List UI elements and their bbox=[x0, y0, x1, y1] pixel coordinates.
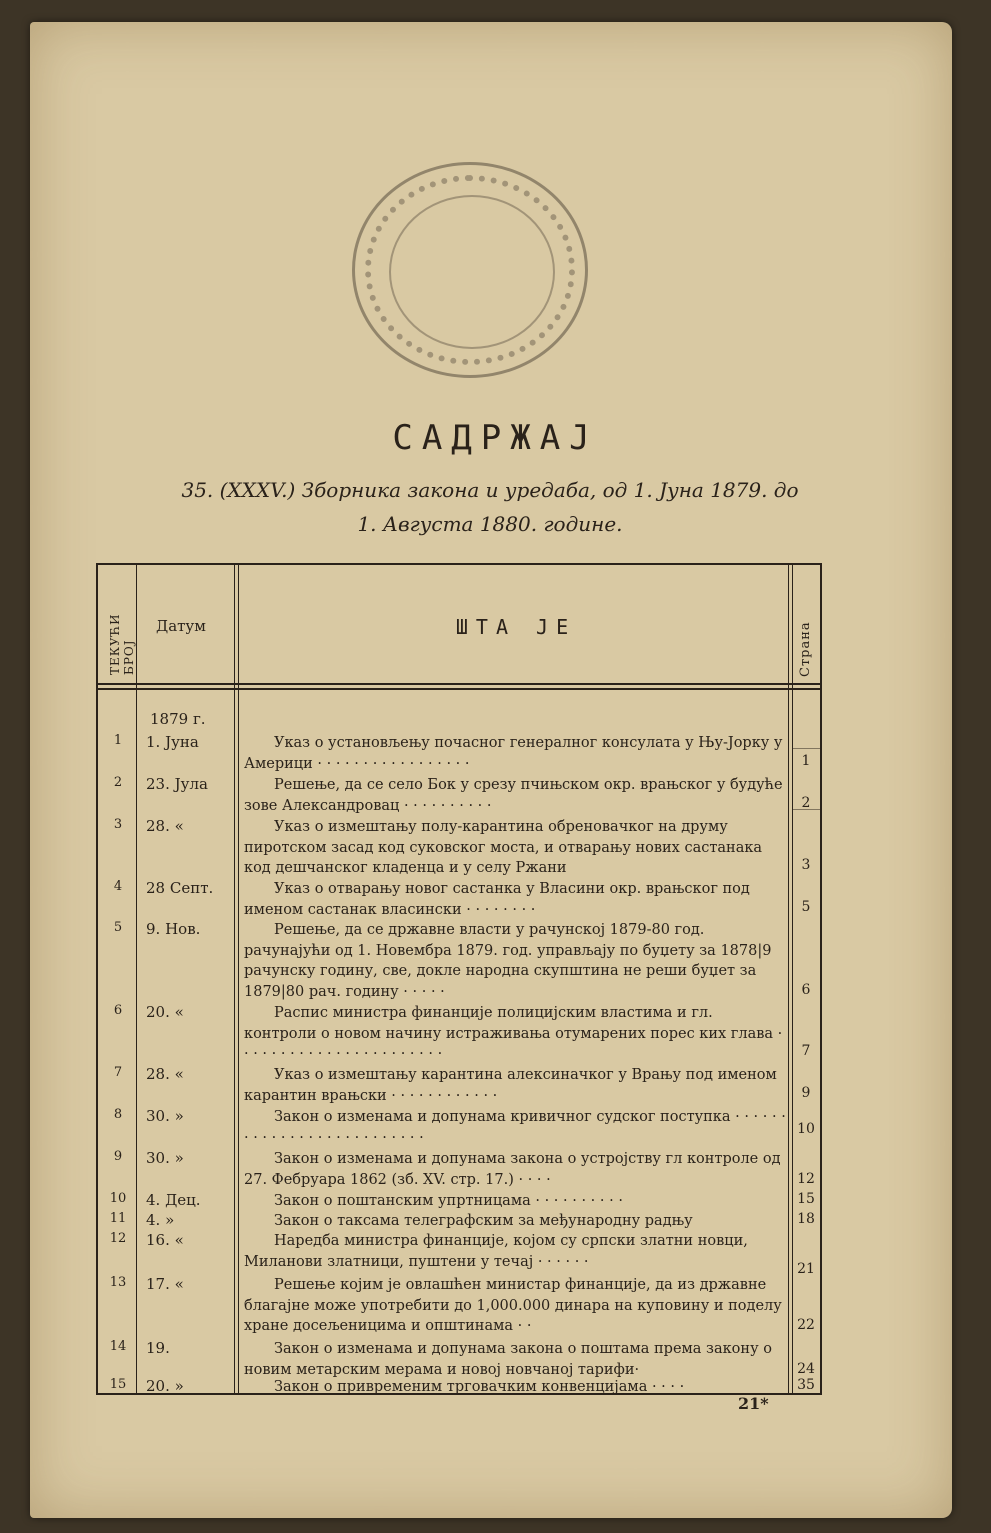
row-description: Закон о поштанским упртницама · · · · · · · · · · bbox=[274, 1193, 623, 1209]
row-page: 12 bbox=[797, 1171, 815, 1187]
row-date: 30. » bbox=[146, 1107, 184, 1125]
row-number: 14 bbox=[109, 1339, 127, 1354]
row-number: 12 bbox=[109, 1231, 127, 1246]
contents-table bbox=[96, 563, 822, 1395]
row-page: 9 bbox=[801, 1085, 811, 1101]
row-date: 20. » bbox=[146, 1377, 184, 1395]
row-date: 23. Јула bbox=[146, 775, 208, 793]
row-date: 19. bbox=[146, 1339, 170, 1357]
row-date: 1. Јуна bbox=[146, 733, 199, 751]
row-number: 11 bbox=[109, 1211, 127, 1226]
library-seal-stamp bbox=[352, 162, 588, 378]
row-description: Закон о таксама телеграфским за међународну радњу bbox=[274, 1213, 693, 1229]
row-description: Указ о измештању полу-карантина обреновачког на друму пиротском засад код суковског моста, и отварању нових састанака код дешчанског кладенца и у селу Ржани bbox=[244, 819, 763, 876]
row-page: 24 bbox=[797, 1361, 815, 1377]
row-page: 5 bbox=[801, 899, 811, 915]
row-date: 17. « bbox=[146, 1275, 184, 1293]
row-number: 4 bbox=[113, 879, 123, 894]
row-number: 5 bbox=[113, 920, 123, 935]
header-page: Страна bbox=[798, 621, 813, 677]
row-date: 4. » bbox=[146, 1211, 175, 1229]
row-date: 20. « bbox=[146, 1003, 184, 1021]
row-description: Распис министра финанције полицијским властима и гл. контроли о новом начину истраживања отумарених порес ких глава · · · · · · · · · · · · · · · · · · · · · · · bbox=[244, 1005, 783, 1062]
row-description: Закон о изменама и допунама закона о устројству гл контроле од 27. Фебруара 1862 (зб. XV. стр. 17.) · · · · bbox=[244, 1151, 781, 1188]
row-date: 4. Дец. bbox=[146, 1191, 201, 1209]
header-divider bbox=[98, 683, 820, 685]
row-number: 10 bbox=[109, 1191, 127, 1206]
header-divider bbox=[98, 688, 820, 690]
row-date: 28 Септ. bbox=[146, 879, 214, 897]
subtitle-line-2: 1. Августа 1880. године. bbox=[357, 512, 623, 536]
row-date: 28. « bbox=[146, 1065, 184, 1083]
row-date: 9. Нов. bbox=[146, 920, 201, 938]
header-content: ШТА ЈЕ bbox=[455, 615, 577, 639]
row-page: 7 bbox=[801, 1043, 811, 1059]
row-page: 6 bbox=[801, 982, 811, 998]
row-description: Закон о изменама и допунама закона о поштама према закону о новим метарским мерама и новој новчаној тарифи· bbox=[244, 1341, 772, 1378]
seal-inner-ring bbox=[389, 195, 555, 349]
row-description: Указ о отварању новог састанка у Власини окр. врањског под именом састанак власински · · · · · · · · bbox=[244, 881, 750, 918]
row-page: 21 bbox=[797, 1261, 815, 1277]
row-page: 1 bbox=[801, 753, 811, 769]
page-title: САДРЖАЈ bbox=[392, 418, 599, 458]
row-description: Наредба министра финанције, којом су српски златни новци, Миланови златници, пуштени у течај · · · · · · bbox=[244, 1233, 748, 1270]
row-number: 13 bbox=[109, 1275, 127, 1290]
header-number: ТЕКУЋИ БРОЈ bbox=[108, 613, 136, 675]
row-date: 16. « bbox=[146, 1231, 184, 1249]
signature-mark: 21* bbox=[738, 1394, 769, 1413]
row-description: Решење којим је овлашћен министар финанције, да из државне благајне може употребити до 1,000.000 динара на куповину и поделу хране досељеницима и општинама · · bbox=[244, 1277, 782, 1334]
row-page: 35 bbox=[797, 1377, 815, 1393]
row-description: Указ о измештању карантина алексиначког у Врању под именом карантин врањски · · · · · · · · · · · · bbox=[244, 1067, 777, 1104]
row-description: Закон о привременим трговачким конвенцијама · · · · bbox=[274, 1379, 685, 1395]
row-page: 3 bbox=[801, 857, 811, 873]
row-description: Решење, да се село Бок у срезу пчињском окр. врањског у будуће зове Александровац · · · · · · · · · · bbox=[244, 777, 783, 814]
row-separator bbox=[792, 748, 820, 749]
subtitle-line-1: 35. (XXXV.) Зборника закона и уредаба, од 1. Јуна 1879. до bbox=[181, 478, 799, 502]
row-page: 2 bbox=[801, 795, 811, 811]
row-date: 28. « bbox=[146, 817, 184, 835]
row-description: Указ о установљењу почасног генералног консулата у Њу-Јорку у Америци · · · · · · · · · · · · · · · · · bbox=[244, 735, 783, 772]
row-description: Решење, да се државне власти у рачунској 1879-80 год. рачунајући од 1. Новембра 1879. год. управљају по буџету за 1878|9 рачунску годину, све, докле народна скупштина не реши буџет за 1879|80 рач. годину · · · · · bbox=[244, 922, 772, 1000]
row-number: 8 bbox=[113, 1107, 123, 1122]
row-page: 22 bbox=[797, 1317, 815, 1333]
row-number: 9 bbox=[113, 1149, 123, 1164]
row-description: Закон о изменама и допунама кривичног судског поступка · · · · · · · · · · · · · · · · · · · · · · · · · · bbox=[244, 1109, 786, 1146]
year-label: 1879 г. bbox=[150, 710, 206, 728]
row-number: 15 bbox=[109, 1377, 127, 1392]
row-page: 10 bbox=[797, 1121, 815, 1137]
row-number: 2 bbox=[113, 775, 123, 790]
header-date: Датум bbox=[156, 617, 206, 635]
row-number: 3 bbox=[113, 817, 123, 832]
row-date: 30. » bbox=[146, 1149, 184, 1167]
row-number: 6 bbox=[113, 1003, 123, 1018]
row-number: 7 bbox=[113, 1065, 123, 1080]
page-subtitle bbox=[90, 473, 890, 541]
row-page: 18 bbox=[797, 1211, 815, 1227]
row-number: 1 bbox=[113, 733, 123, 748]
row-page: 15 bbox=[797, 1191, 815, 1207]
